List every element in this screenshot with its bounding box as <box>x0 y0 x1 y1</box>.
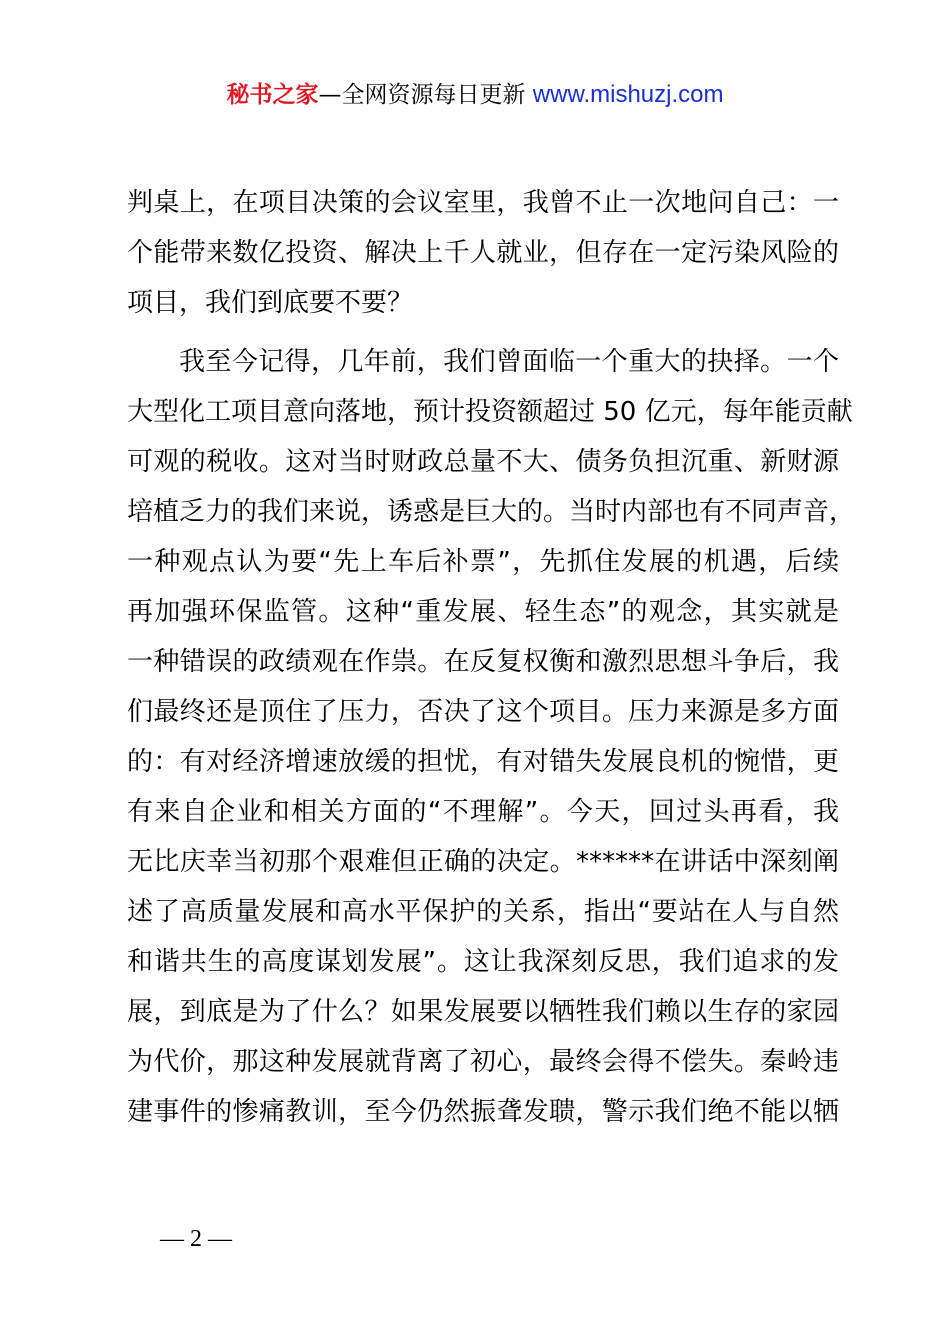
site-header <box>0 78 950 112</box>
text-line: 述了高质量发展和高水平保护的关系，指出“要站在人与自然 <box>127 897 839 927</box>
text-line: 培植乏力的我们来说，诱惑是巨大的。当时内部也有不同声音， <box>127 497 856 527</box>
text-line: 为代价，那这种发展就背离了初心，最终会得不偿失。秦岭违 <box>127 1047 839 1077</box>
text-line: 个能带来数亿投资、解决上千人就业，但存在一定污染风险的 <box>127 238 839 268</box>
site-url-link[interactable]: www.mishuzj.com <box>532 81 724 108</box>
document-body <box>127 178 856 1137</box>
paragraph-1 <box>127 178 839 328</box>
text-line: 一种观点认为要“先上车后补票”，先抓住发展的机遇，后续 <box>127 547 839 577</box>
text-line: 可观的税收。这对当时财政总量不大、债务负担沉重、新财源 <box>127 447 839 477</box>
header-tagline: —全网资源每日更新 <box>318 82 526 108</box>
text-line: 和谐共生的高度谋划发展”。这让我深刻反思，我们追求的发 <box>127 947 839 977</box>
text-line: 再加强环保监管。这种“重发展、轻生态”的观念，其实就是 <box>127 597 839 627</box>
page-number: — 2 — <box>160 1226 232 1252</box>
text-line: 展，到底是为了什么？如果发展要以牺牲我们赖以生存的家园 <box>127 997 839 1027</box>
text-line: 的：有对经济增速放缓的担忧，有对错失发展良机的惋惜，更 <box>127 747 839 777</box>
text-line: 判桌上，在项目决策的会议室里，我曾不止一次地问自己：一 <box>127 188 839 218</box>
text-line: 无比庆幸当初那个艰难但正确的决定。******在讲话中深刻阐 <box>127 847 839 877</box>
text-line: 大型化工项目意向落地，预计投资额超过 50 亿元，每年能贡献 <box>127 397 853 427</box>
brand-name: 秘书之家 <box>226 82 319 108</box>
text-line: 项目，我们到底要不要？ <box>127 288 414 318</box>
text-line: 我至今记得，几年前，我们曾面临一个重大的抉择。一个 <box>179 347 839 377</box>
text-line: 建事件的惨痛教训，至今仍然振聋发聩，警示我们绝不能以牺 <box>127 1097 839 1127</box>
paragraph-2 <box>127 337 856 1137</box>
text-line: 一种错误的政绩观在作祟。在反复权衡和激烈思想斗争后，我 <box>127 647 839 677</box>
text-line: 们最终还是顶住了压力，否决了这个项目。压力来源是多方面 <box>127 697 839 727</box>
text-line: 有来自企业和相关方面的“不理解”。今天，回过头再看，我 <box>127 797 839 827</box>
